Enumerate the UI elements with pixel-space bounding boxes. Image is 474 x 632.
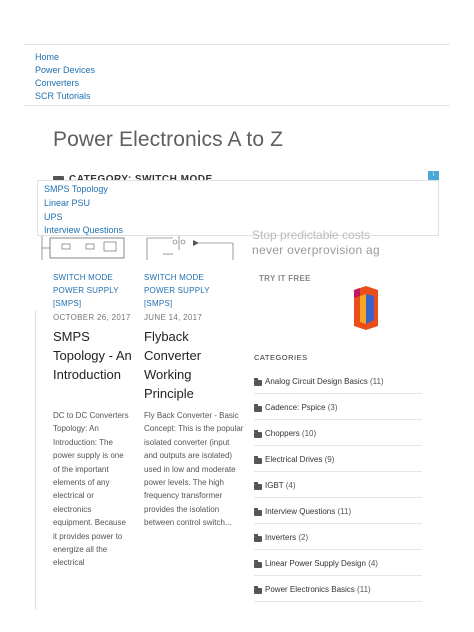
folder-icon <box>254 562 262 568</box>
site-title[interactable]: Power Electronics A to Z <box>53 128 283 151</box>
post-category-line[interactable]: POWER SUPPLY <box>144 286 210 295</box>
post-date: JUNE 14, 2017 <box>144 313 203 322</box>
category-item[interactable] <box>254 446 422 472</box>
category-item[interactable] <box>254 498 422 524</box>
post-excerpt: DC to DC Converters Topology: An Introduction: The power supply is one of the important elements of any electrical or electronics equipment. Because it provides power to energize all the electrical <box>53 411 129 568</box>
subnav-link-interview-questions[interactable]: Interview Questions <box>44 225 124 235</box>
nav-link-scr-tutorials[interactable]: SCR Tutorials <box>35 91 91 101</box>
subnav-link-ups[interactable]: UPS <box>44 212 63 222</box>
category-count: (9) <box>324 455 335 464</box>
category-count: (4) <box>368 559 378 568</box>
category-link[interactable]: Interview Questions <box>265 507 336 516</box>
category-link[interactable]: Cadence: Pspice <box>265 403 326 412</box>
category-count: (4) <box>285 481 296 490</box>
folder-icon <box>254 484 262 490</box>
category-item[interactable] <box>254 394 422 420</box>
folder-icon <box>254 536 262 542</box>
category-count: (2) <box>298 533 309 542</box>
ad-headline[interactable]: Stop predictable costs <box>252 228 371 242</box>
category-item[interactable] <box>254 524 422 550</box>
category-item[interactable] <box>254 550 422 576</box>
subnav-link-linear-psu[interactable]: Linear PSU <box>44 198 91 208</box>
category-item[interactable] <box>254 420 422 446</box>
category-link[interactable]: Power Electronics Basics <box>265 585 355 594</box>
category-count: (10) <box>301 429 317 438</box>
folder-icon <box>254 406 262 412</box>
folder-icon <box>254 588 262 594</box>
category-count: (11) <box>337 507 352 516</box>
top-navigation <box>24 44 450 106</box>
ad-subheadline[interactable]: never overprovision ag <box>252 243 381 257</box>
post-excerpt: Fly Back Converter - Basic Concept: This is the popular isolated converter (input and outputs are isolated) used in low and moderate power levels. The high frequency transformer provides the isolation between control switch... <box>144 411 244 528</box>
category-count: (11) <box>357 585 371 594</box>
post-title[interactable]: Flyback Converter Working Principle <box>144 329 202 401</box>
post-thumbnail-flyback[interactable] <box>143 232 235 262</box>
folder-icon <box>254 458 262 464</box>
post-category-line[interactable]: SWITCH MODE <box>53 273 113 282</box>
nav-link-power-devices[interactable]: Power Devices <box>35 65 96 75</box>
ad-logo-icon[interactable] <box>352 284 382 335</box>
folder-icon <box>254 432 262 438</box>
category-link[interactable]: Electrical Drives <box>265 455 323 464</box>
post-category-line[interactable]: [SMPS] <box>144 299 173 308</box>
category-count: (11) <box>369 377 384 386</box>
folder-icon <box>254 510 262 516</box>
category-item[interactable] <box>254 472 422 498</box>
post-category-line[interactable]: POWER SUPPLY <box>53 286 119 295</box>
post-date: OCTOBER 26, 2017 <box>53 313 131 322</box>
category-item[interactable] <box>254 368 422 394</box>
post-title[interactable]: SMPS Topology - An Introduction <box>53 329 132 382</box>
category-link[interactable]: Linear Power Supply Design <box>265 559 366 568</box>
ad-info-icon[interactable]: i <box>428 171 439 180</box>
nav-link-home[interactable]: Home <box>35 52 60 62</box>
post-category-line[interactable]: SWITCH MODE <box>144 273 204 282</box>
ad-try-free-button[interactable]: TRY IT FREE <box>259 274 311 283</box>
category-link[interactable]: Inverters <box>265 533 297 542</box>
category-link[interactable]: IGBT <box>265 481 284 490</box>
categories-widget-title: CATEGORIES <box>254 353 308 362</box>
nav-link-converters[interactable]: Converters <box>35 78 80 88</box>
post-category-line[interactable]: [SMPS] <box>53 299 82 308</box>
post-thumbnail-smps[interactable] <box>40 232 132 262</box>
folder-icon <box>254 380 262 386</box>
sub-navigation-dropdown <box>37 180 439 236</box>
category-count: (3) <box>327 403 338 412</box>
category-link[interactable]: Analog Circuit Design Basics <box>265 377 368 386</box>
subnav-link-smps-topology[interactable]: SMPS Topology <box>44 184 108 194</box>
category-link[interactable]: Choppers <box>265 429 300 438</box>
column-divider <box>35 310 36 610</box>
category-item[interactable] <box>254 576 422 602</box>
